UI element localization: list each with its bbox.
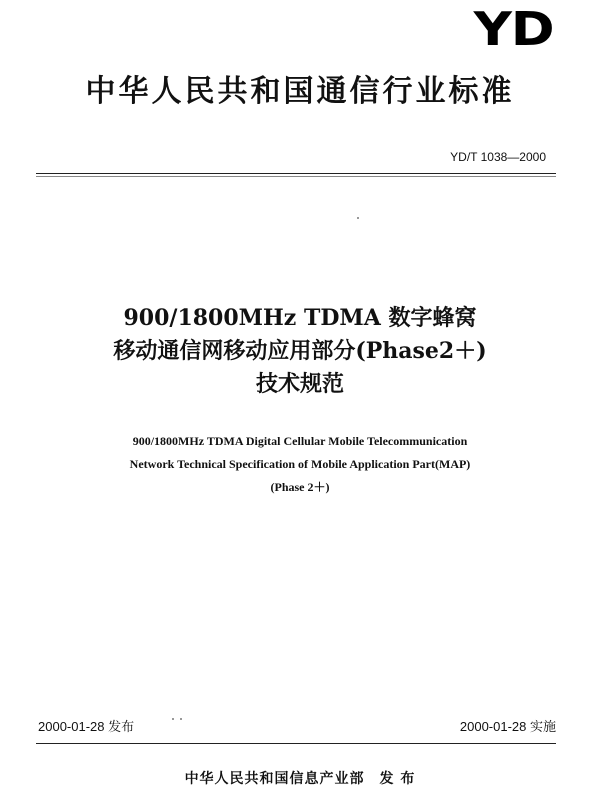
chinese-title-line-3: 技术规范 (255, 371, 344, 397)
scan-speck (357, 217, 359, 219)
scan-speck (180, 718, 182, 720)
footer-divider (36, 743, 556, 744)
scan-speck (172, 718, 174, 720)
english-title (0, 430, 600, 499)
header-divider (36, 173, 556, 174)
english-title-line-3: (Phase 2＋) (270, 480, 330, 494)
implementation-date: 2000-01-28 实施 (459, 719, 556, 734)
english-title-line-2: Network Technical Specification of Mobile Application Part(MAP) (129, 457, 471, 471)
yd-logo: YD (473, 2, 553, 56)
header-divider-secondary (36, 176, 556, 177)
chinese-title (0, 302, 600, 401)
chinese-title-line-1: 900/1800MHz TDMA 数字蜂窝 (123, 305, 477, 331)
publisher-line: 中华人民共和国信息产业部 发 布 (184, 771, 416, 787)
english-title-line-1: 900/1800MHz TDMA Digital Cellular Mobile Telecommunication (132, 434, 468, 448)
standard-number: YD/T 1038—2000 (450, 150, 546, 164)
issue-date: 2000-01-28 发布 (38, 719, 135, 734)
standard-category-title: 中华人民共和国通信行业标准 (85, 74, 515, 109)
chinese-title-line-2: 移动通信网移动应用部分(Phase2＋) (113, 338, 487, 364)
